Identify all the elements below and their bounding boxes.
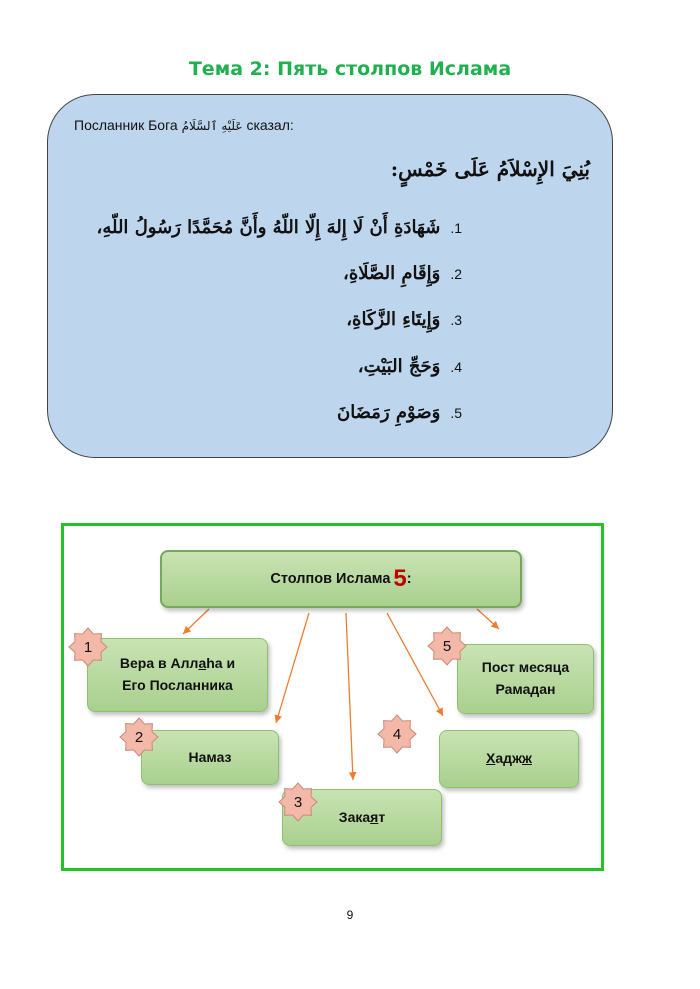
fast-line2-u: д: [530, 681, 540, 697]
badge-5: [427, 626, 467, 666]
pillar-box-namaz: [141, 730, 279, 785]
faith-line1-b: hа и: [206, 655, 236, 672]
arrow-to-namaz: [276, 613, 309, 723]
zakat-label-b: т: [378, 808, 386, 825]
faith-line1-u: а: [198, 655, 207, 672]
pillar-line-1: [97, 217, 462, 238]
pillar-box-faith-text: [120, 653, 235, 696]
arrow-to-faith: [183, 609, 209, 634]
pillar-number: 5.: [450, 405, 462, 421]
pillar-line-2: [343, 263, 462, 284]
hadith-panel: [47, 94, 613, 458]
badge-number: 3: [293, 793, 303, 811]
hadith-intro: [74, 117, 294, 133]
faith-line2: Его Посланника: [122, 677, 233, 693]
pillar-text: وَإِقَامِ الصَّلَاةِ،: [343, 263, 441, 284]
page-number: 9: [346, 908, 354, 922]
main-label: Столпов Ислама: [270, 570, 391, 587]
pillar-text: وَحَجِّ البَيْتِ،: [357, 356, 441, 377]
arrow-to-zakat: [346, 613, 353, 780]
pillar-line-5: [337, 402, 462, 423]
pillar-box-faith: [87, 638, 268, 712]
badge-number: 1: [83, 638, 93, 656]
zakat-label-a: Зака: [338, 808, 371, 825]
hadith-heading-arabic: بُنِيَ الإِسْلاَمُ عَلَى خَمْسٍ:: [390, 157, 590, 181]
intro-text-after: сказал:: [246, 117, 294, 133]
pillar-text: شَهَادَةِ أَنْ لَا إِلهَ إِلّا اللّهُ وأَنَّ مُحَمَّدًا رَسُولُ اللّهِ،: [96, 217, 441, 238]
pillar-line-4: [358, 356, 462, 377]
hajj-label-c: ж: [522, 750, 532, 767]
fast-line2-a: Рама: [495, 681, 531, 697]
pillar-number: 4.: [450, 359, 462, 375]
pillar-box-hajj: [439, 730, 579, 788]
pillar-number: 1.: [450, 220, 462, 236]
badge-number: 4: [392, 725, 402, 743]
main-colon: :: [406, 570, 412, 587]
badge-1: [68, 627, 108, 667]
main-number: 5: [393, 565, 407, 593]
badge-3: [278, 782, 318, 822]
pillar-text: وَإِيتَاءِ الزَّكَاةِ،: [346, 309, 441, 330]
faith-line1-a: Вера в Алл: [119, 655, 199, 672]
hajj-label-b: адж: [495, 750, 522, 767]
badge-number: 5: [442, 637, 452, 655]
page-title: Тема 2: Пять столпов Ислама: [188, 58, 512, 80]
badge-4: [377, 714, 417, 754]
pillar-line-3: [346, 309, 462, 330]
hajj-label-u: Х: [486, 750, 496, 767]
main-box: [160, 550, 522, 608]
pillar-text: وَصَوْمِ رَمَضَانَ: [336, 402, 441, 423]
pillars-diagram: [61, 523, 604, 871]
pillar-number: 2.: [450, 266, 462, 282]
pillar-number: 3.: [450, 312, 462, 328]
salutation-arabic: عَلَيْهِ ٱلسَّلَامُ: [181, 119, 243, 133]
fast-line2-b: ан: [539, 681, 556, 697]
pillar-box-fast-text: [482, 657, 569, 700]
fast-line1: Пост месяца: [481, 659, 570, 676]
badge-number: 2: [134, 728, 144, 746]
zakat-label-u: я: [370, 808, 379, 825]
namaz-label: Намаз: [188, 748, 232, 765]
intro-text-before: Посланник Бога: [74, 117, 178, 133]
arrow-to-fast: [477, 609, 499, 629]
pillar-box-fast: [457, 644, 594, 714]
badge-2: [119, 717, 159, 757]
